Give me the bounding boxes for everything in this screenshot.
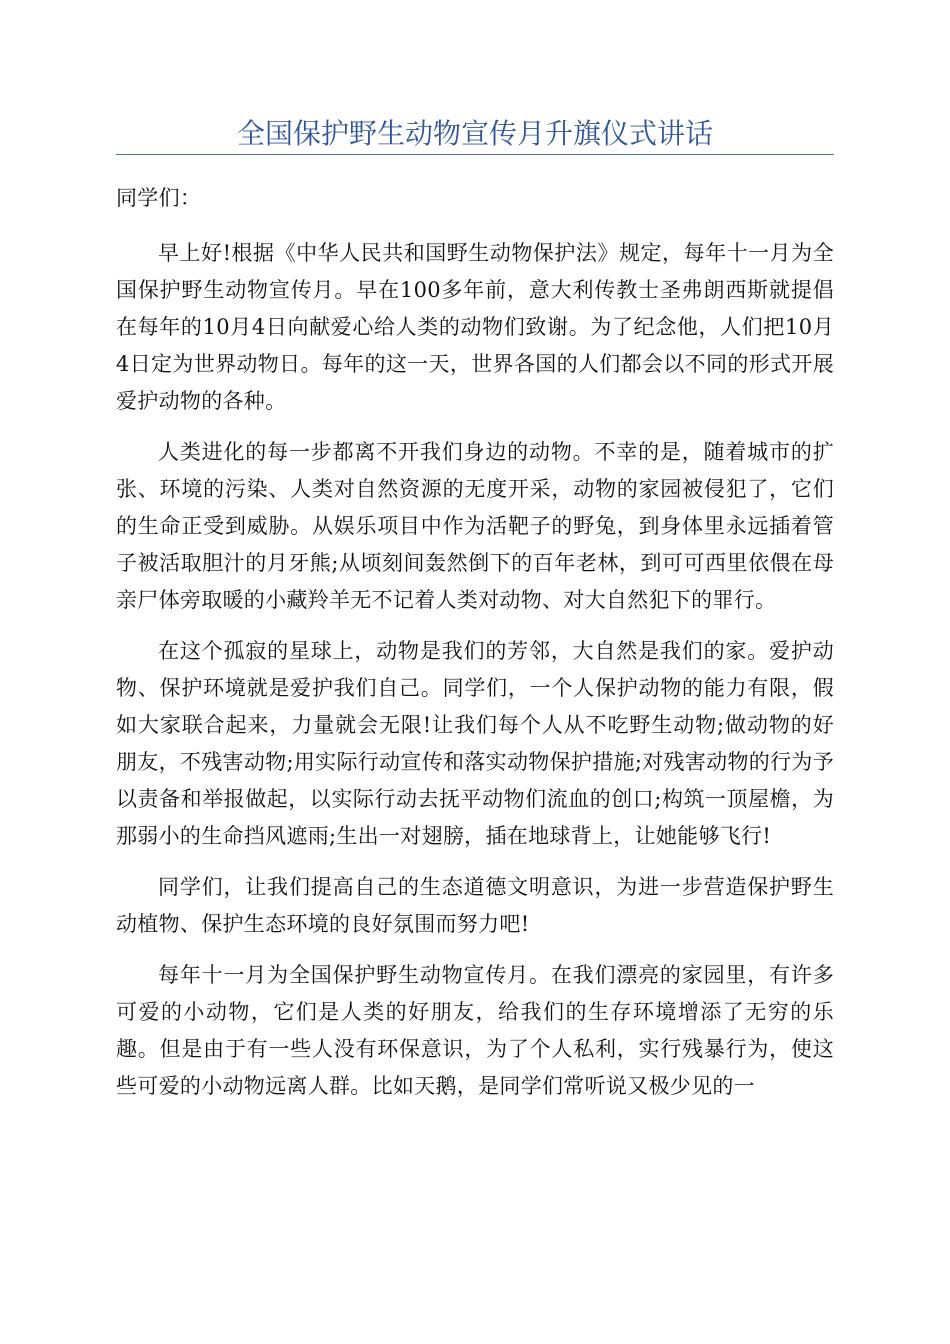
document-body [116, 180, 834, 1119]
paragraph-3: 在这个孤寂的星球上，动物是我们的芳邻，大自然是我们的家。爱护动物、保护环境就是爱护我们自己。同学们，一个人保护动物的能力有限，假如大家联合起来，力量就会无限!让我们每个人从不吃野生动物;做动物的好朋友，不残害动物;用实际行动宣传和落实动物保护措施;对残害动物的行为予以责备和举报做起，以实际行动去抚平动物们流血的创口;构筑一顶屋檐，为那弱小的生命挡风遮雨;生出一对翅膀，插在地球背上，让她能够飞行! [116, 639, 834, 848]
paragraph-1: 早上好!根据《中华人民共和国野生动物保护法》规定，每年十一月为全国保护野生动物宣传月。早在100多年前，意大利传教士圣弗朗西斯就提倡在每年的10月4日向献爱心给人类的动物们致谢。为了纪念他，人们把10月4日定为世界动物日。每年的这一天，世界各国的人们都会以不同的形式开展爱护动物的各种。 [116, 241, 834, 413]
paragraph-5: 每年十一月为全国保护野生动物宣传月。在我们漂亮的家园里，有许多可爱的小动物，它们是人类的好朋友，给我们的生存环境增添了无穷的乐趣。但是由于有一些人没有环保意识，为了个人私利，实行残暴行为，使这些可爱的小动物远离人群。比如天鹅，是同学们常听说又极少见的一 [116, 963, 834, 1098]
paragraph-4: 同学们，让我们提高自己的生态道德文明意识，为进一步营造保护野生动植物、保护生态环境的良好氛围而努力吧! [116, 875, 834, 936]
document-title: 全国保护野生动物宣传月升旗仪式讲话 [236, 117, 713, 150]
greeting: 同学们： [116, 186, 202, 210]
paragraph-2: 人类进化的每一步都离不开我们身边的动物。不幸的是，随着城市的扩张、环境的污染、人类对自然资源的无度开采，动物的家园被侵犯了，它们的生命正受到威胁。从娱乐项目中作为活靶子的野兔，到身体里永远插着管子被活取胆汁的月牙熊;从顷刻间轰然倒下的百年老林，到可可西里依偎在母亲尸体旁取暖的小藏羚羊无不记着人类对动物、对大自然犯下的罪行。 [116, 440, 834, 612]
title-underline [116, 154, 834, 155]
